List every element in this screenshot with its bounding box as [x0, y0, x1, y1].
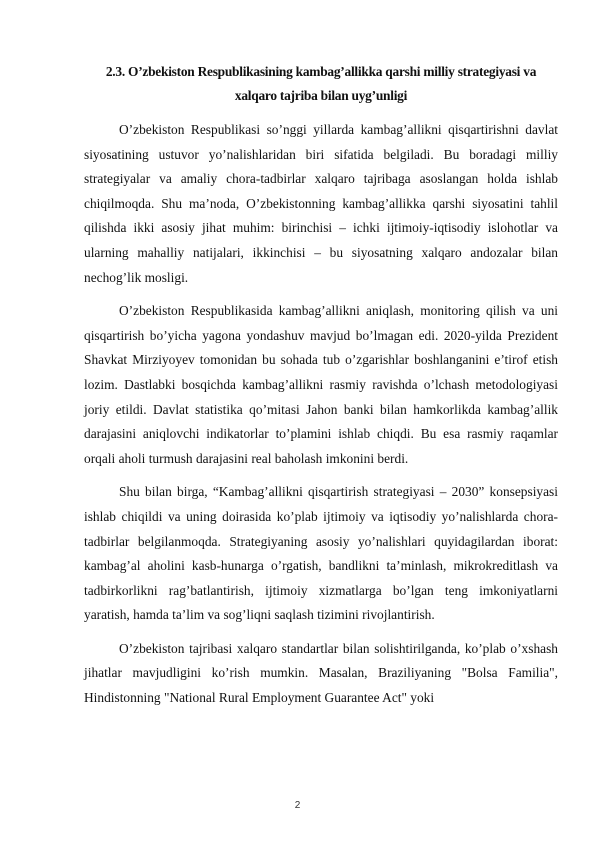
paragraph-2: O’zbekiston Respublikasida kambag’allikni aniqlash, monitoring qilish va uni qisqartirish bo’yicha yagona yondashuv mavjud bo’lmagan edi. 2020-yilda Prezident Shavkat Mirziyoyev tomonidan bu sohada tub o’zgarishlar boshlanganini e’tirof etish lozim. Dastlabki bosqichda kambag’allikni rasmiy ravishda o’lchash metodologiyasi joriy etildi. Davlat statistika qo’mitasi Jahon banki bilan hamkorlikda kambag’allik darajasini aniqlovchi indikatorlar to’plamini ishlab chiqdi. Bu esa rasmiy raqamlar orqali aholi turmush darajasini real baholash imkonini berdi.: [84, 303, 558, 466]
page-content: [84, 60, 558, 711]
paragraph-4: O’zbekiston tajribasi xalqaro standartlar bilan solishtirilganda, ko’plab o’xshash jihatlar mavjudligini ko’rish mumkin. Masalan, Braziliyaning "Bolsa Familia", Hindistonning "National Rural Employment Guarantee Act" yoki: [84, 640, 558, 706]
section-heading: 2.3. O’zbekiston Respublikasining kambag’allikka qarshi milliy strategiyasi va xalqaro tajriba bilan uyg’unligi: [105, 64, 537, 103]
paragraph-3: Shu bilan birga, “Kambag’allikni qisqartirish strategiyasi – 2030” konsepsiyasi ishlab chiqildi va uning doirasida ko’plab ijtimoiy va iqtisodiy yo’nalishlarda chora-tadbirlar belgilanmoqda. Strategiyaning asosiy yo’nalishlari quyidagilardan iborat: kambag’al aholini kasb-hunarga o’rgatish, bandlikni ta’minlash, mikrokreditlash va tadbirkorlikni rag’batlantirish, ijtimoiy xizmatlarga bo’lgan teng imkoniyatlarni yaratish, hamda ta’lim va sog’liqni saqlash tizimini rivojlantirish.: [84, 484, 558, 623]
page-number: 2: [294, 800, 301, 811]
paragraph-1: O’zbekiston Respublikasi so’nggi yillarda kambag’allikni qisqartirishni davlat siyosatining ustuvor yo’nalishlaridan biri sifatida belgiladi. Bu boradagi milliy strategiyalar va amaliy chora-tadbirlar xalqaro tajribaga asoslangan holda ishlab chiqilmoqda. Shu ma’noda, O’zbekistonning kambag’allikka qarshi siyosatini tahlil qilishda ikki asosiy jihat muhim: birinchisi – ichki ijtimoiy-iqtisodiy islohotlar va ularning mahalliy natijalari, ikkinchisi – bu siyosatning xalqaro andozalar bilan nechog’lik mosligi.: [84, 122, 558, 285]
